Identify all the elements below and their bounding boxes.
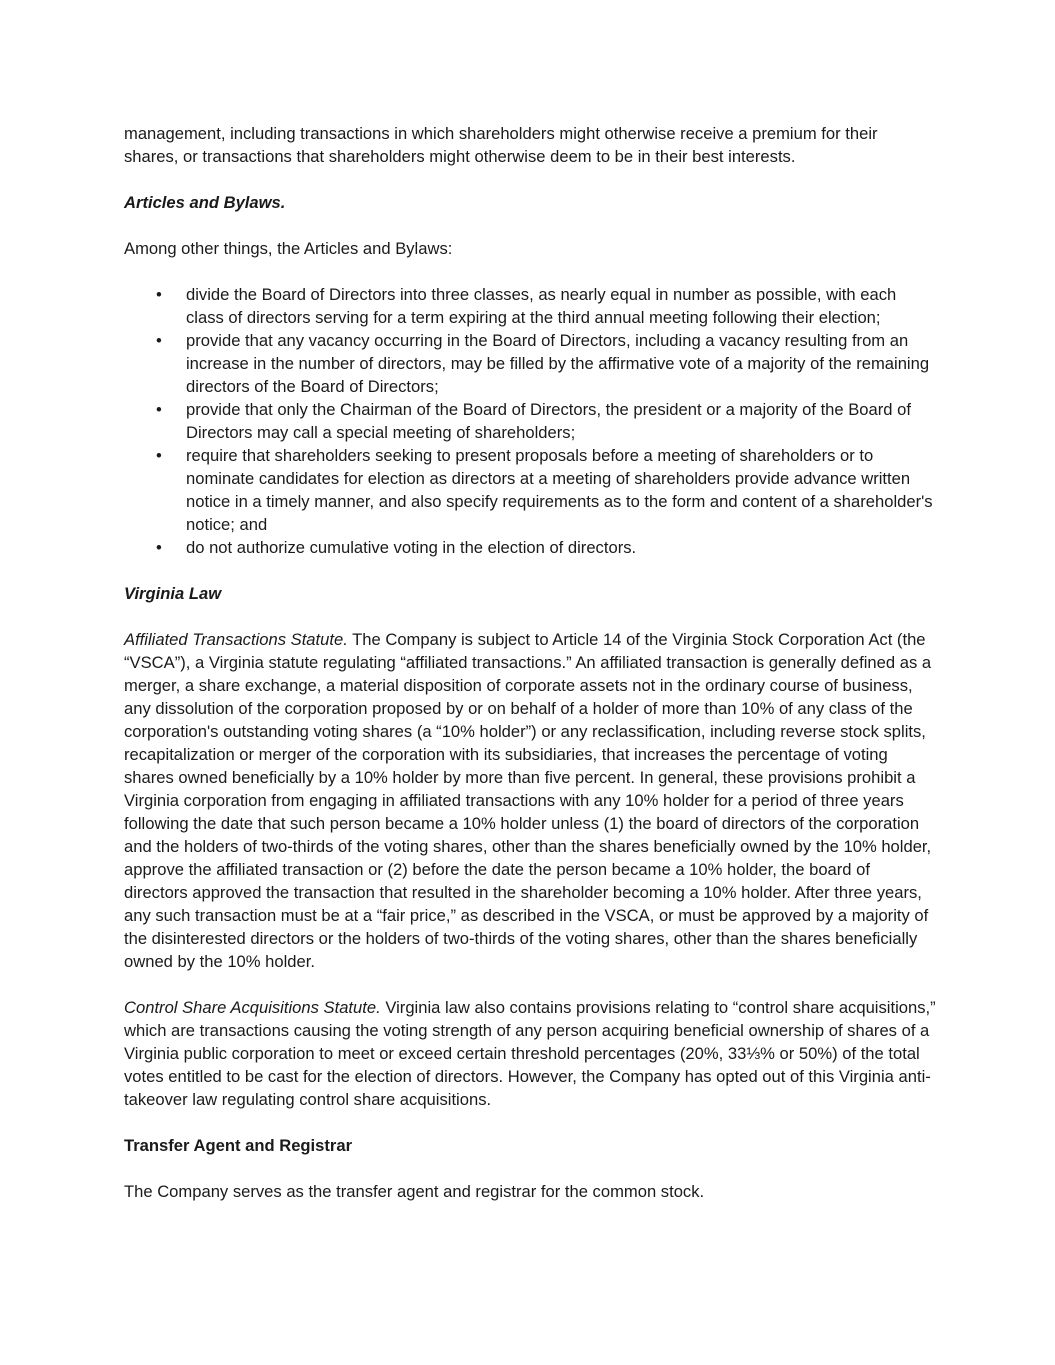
list-item-text: do not authorize cumulative voting in the election of directors. [186, 538, 637, 557]
control-share-title: Control Share Acquisitions Statute. [124, 998, 381, 1017]
virginia-law-heading: Virginia Law [124, 584, 222, 603]
document-page [124, 122, 936, 1226]
list-item [124, 398, 936, 444]
list-item-text: provide that any vacancy occurring in the Board of Directors, including a vacancy resulting from an increase in the number of directors, may be filled by the affirmative vote of a majority of the remaining directors of the Board of Directors; [186, 331, 930, 396]
articles-bylaws-heading: Articles and Bylaws. [124, 193, 286, 212]
bullet-icon: • [156, 446, 162, 465]
control-share-paragraph [124, 996, 936, 1111]
control-share-body: Virginia law also contains provisions relating to “control share acquisitions,” which are transactions causing the voting strength of any person acquiring beneficial ownership of shares of a Virginia public corporation to meet or exceed certain threshold percentages (20%, 33⅓% or 50%) of the total votes entitled to be cast for the election of directors. However, the Company has opted out of this Virginia anti-takeover law regulating control share acquisitions. [124, 998, 936, 1109]
list-item [124, 283, 936, 329]
transfer-agent-paragraph: The Company serves as the transfer agent and registrar for the common stock. [124, 1182, 705, 1201]
transfer-agent-heading: Transfer Agent and Registrar [124, 1136, 353, 1155]
list-item [124, 329, 936, 398]
articles-bullet-list [124, 283, 936, 559]
list-item-text: provide that only the Chairman of the Board of Directors, the president or a majority of the Board of Directors may call a special meeting of shareholders; [186, 400, 911, 442]
list-item [124, 444, 936, 536]
bullet-icon: • [156, 400, 162, 419]
bullet-icon: • [156, 285, 162, 304]
affiliated-transactions-title: Affiliated Transactions Statute. [124, 630, 348, 649]
bullet-icon: • [156, 331, 162, 350]
articles-lead-paragraph: Among other things, the Articles and Bylaws: [124, 239, 453, 258]
bullet-icon: • [156, 538, 162, 557]
list-item-text: divide the Board of Directors into three classes, as nearly equal in number as possible, with each class of directors serving for a term expiring at the third annual meeting following their election; [186, 285, 897, 327]
intro-paragraph: management, including transactions in which shareholders might otherwise receive a premium for their shares, or transactions that shareholders might otherwise deem to be in their best interests. [124, 124, 878, 166]
list-item-text: require that shareholders seeking to present proposals before a meeting of shareholders or to nominate candidates for election as directors at a meeting of shareholders provide advance written notice in a timely manner, and also specify requirements as to the form and content of a shareholder's notice; and [186, 446, 933, 534]
list-item [124, 536, 936, 559]
affiliated-transactions-paragraph [124, 628, 936, 973]
affiliated-transactions-body: The Company is subject to Article 14 of the Virginia Stock Corporation Act (the “VSCA”), a Virginia statute regulating “affiliated transactions.” An affiliated transaction is generally defined as a merger, a share exchange, a material disposition of corporate assets not in the ordinary course of business, any dissolution of the corporation proposed by or on behalf of a holder of more than 10% of any class of the corporation's outstanding voting shares (a “10% holder”) or any reclassification, including reverse stock splits, recapitalization or merger of the corporation with its subsidiaries, that increases the percentage of voting shares owned beneficially by a 10% holder by more than five percent. In general, these provisions prohibit a Virginia corporation from engaging in affiliated transactions with any 10% holder for a period of three years following the date that such person became a 10% holder unless (1) the board of directors of the corporation and the holders of two-thirds of the voting shares, other than the shares beneficially owned by the 10% holder, approve the affiliated transaction or (2) before the date the person became a 10% holder, the board of directors approved the transaction that resulted in the shareholder becoming a 10% holder. After three years, any such transaction must be at a “fair price,” as described in the VSCA, or must be approved by a majority of the disinterested directors or the holders of two-thirds of the voting shares, other than the shares beneficially owned by the 10% holder. [124, 630, 932, 971]
